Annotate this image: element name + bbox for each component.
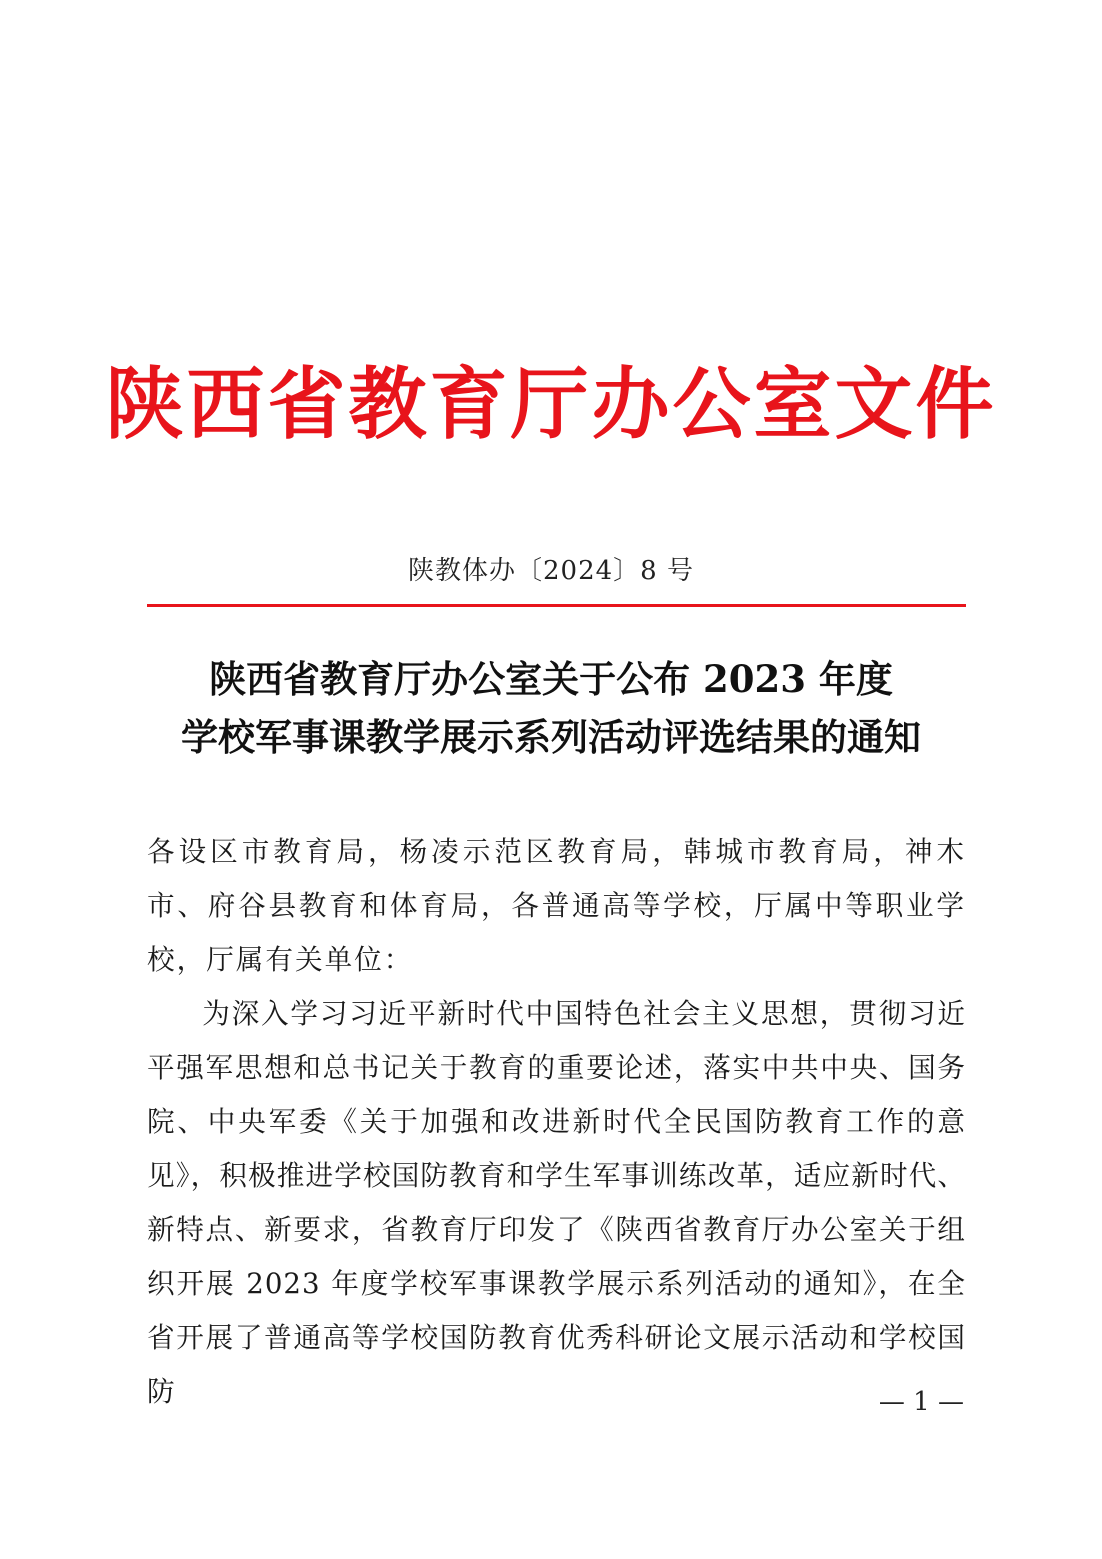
document-number: 陕教体办〔2024〕8 号 <box>408 556 694 586</box>
salutation-paragraph: 各设区市教育局，杨凌示范区教育局，韩城市教育局，神木市、府谷县教育和体育局，各普通高等学校，厅属中等职业学校，厅属有关单位： <box>147 835 966 976</box>
body-paragraph: 为深入学习习近平新时代中国特色社会主义思想，贯彻习近平强军思想和总书记关于教育的重要论述，落实中共中央、国务院、中央军委《关于加强和改进新时代全民国防教育工作的意见》，积极推进学校国防教育和学生军事训练改革，适应新时代、新特点、新要求，省教育厅印发了《陕西省教育厅办公室关于组织开展 2023 年度学校军事课教学展示系列活动的通知》，在全省开展了普通高等学校国防教育优秀科研论文展示活动和学校国防 <box>147 997 966 1408</box>
document-masthead: 陕西省教育厅办公室文件 <box>105 359 997 450</box>
title-line-2: 学校军事课教学展示系列活动评选结果的通知 <box>181 715 921 759</box>
page-number: — 1 — <box>878 1387 964 1417</box>
title-line-1: 陕西省教育厅办公室关于公布 2023 年度 <box>209 657 893 701</box>
document-title <box>0 650 1102 766</box>
red-divider-line <box>147 604 966 607</box>
document-body <box>147 825 966 1419</box>
